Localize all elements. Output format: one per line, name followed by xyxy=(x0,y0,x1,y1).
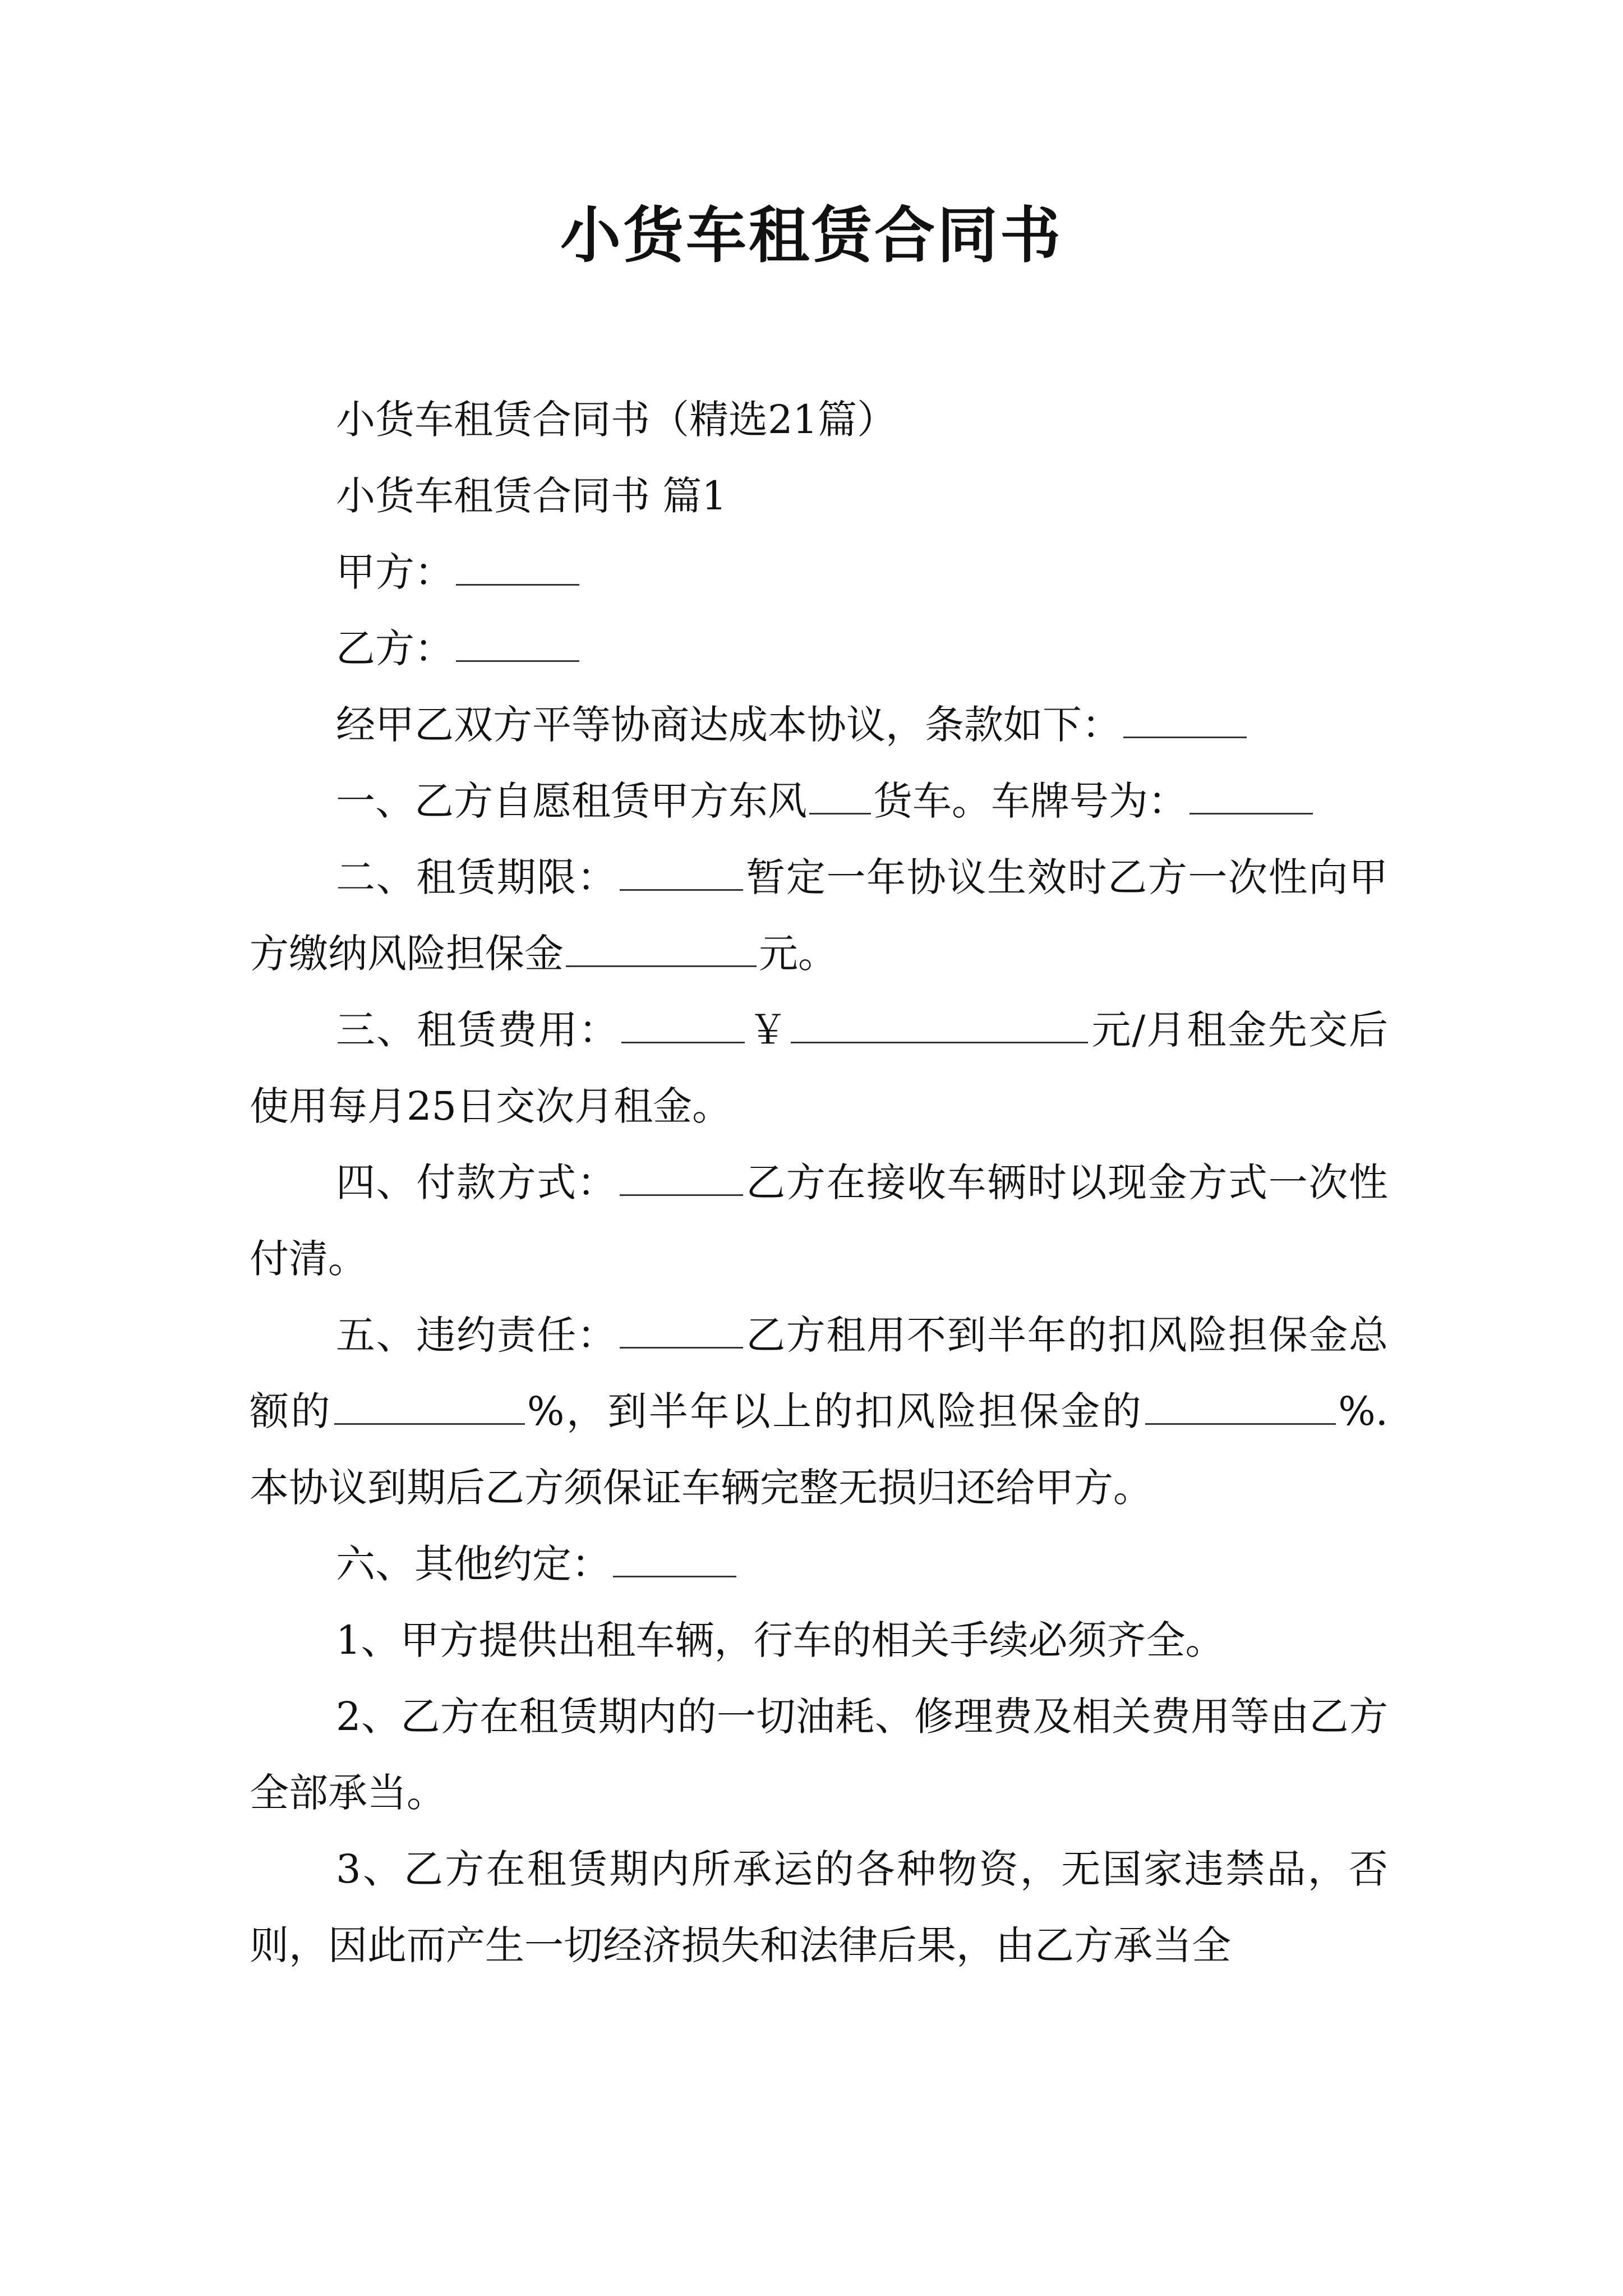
paragraph-item-1: 1、甲方提供出租车辆，行车的相关手续必须齐全。 xyxy=(336,1617,1225,1663)
blank-fee xyxy=(621,1006,745,1043)
paragraph-item-2: 2、乙方在租赁期内的一切油耗、修理费及相关费用等由乙方全部承当。 xyxy=(250,1694,1388,1816)
blank-deposit xyxy=(566,930,757,967)
paragraph-item-3: 3、乙方在租赁期内所承运的各种物资，无国家违禁品，否则，因此而产生一切经济损失和法律后果，由乙方承当全 xyxy=(250,1846,1388,1968)
blank-liability xyxy=(620,1312,743,1349)
paragraph-clause-6: 六、其他约定： xyxy=(250,1526,1388,1602)
blank-plate-number xyxy=(1189,777,1313,815)
paragraph-clause-1: 一、乙方自愿租赁甲方东风 货车。车牌号为： xyxy=(250,763,1388,839)
paragraph-party-a: 甲方： xyxy=(250,534,1388,610)
blank-other xyxy=(613,1540,736,1577)
blank-party-b xyxy=(456,625,579,662)
document-title: 小货车租赁合同书 xyxy=(560,200,1063,271)
paragraph-clause-5: 五、违约责任： 乙方租用不到半年的扣风险担保金总额的 %，到半年以上的扣风险担保金的 %.本协议到期后乙方须保证车辆完整无损归还给甲方。 xyxy=(250,1312,1389,1511)
paragraph-section-heading: 小货车租赁合同书 篇1 xyxy=(336,473,727,519)
paragraph-party-b: 乙方： xyxy=(250,610,1388,687)
paragraph-subtitle: 小货车租赁合同书（精选21篇） xyxy=(336,397,897,443)
blank-party-a xyxy=(456,549,579,586)
blank-payment xyxy=(620,1159,743,1196)
paragraph-clause-4: 四、付款方式： 乙方在接收车辆时以现金方式一次性付清。 xyxy=(250,1159,1389,1282)
paragraph-intro: 经甲乙双方平等协商达成本协议，条款如下： xyxy=(250,687,1388,763)
blank-percent-2 xyxy=(1145,1388,1336,1425)
paragraph-clause-2: 二、租赁期限： 暂定一年协议生效时乙方一次性向甲方缴纳风险担保金 元。 xyxy=(250,854,1389,977)
blank-truck-model xyxy=(809,777,871,815)
paragraph-clause-3: 三、租赁费用： ￥ 元/月租金先交后使用每月25日交次月租金。 xyxy=(250,1007,1389,1129)
blank-monthly-rent xyxy=(791,1006,1088,1043)
blank-intro xyxy=(1123,701,1247,738)
blank-percent-1 xyxy=(334,1388,525,1425)
document-body xyxy=(250,381,1388,1984)
blank-lease-term xyxy=(620,854,743,891)
